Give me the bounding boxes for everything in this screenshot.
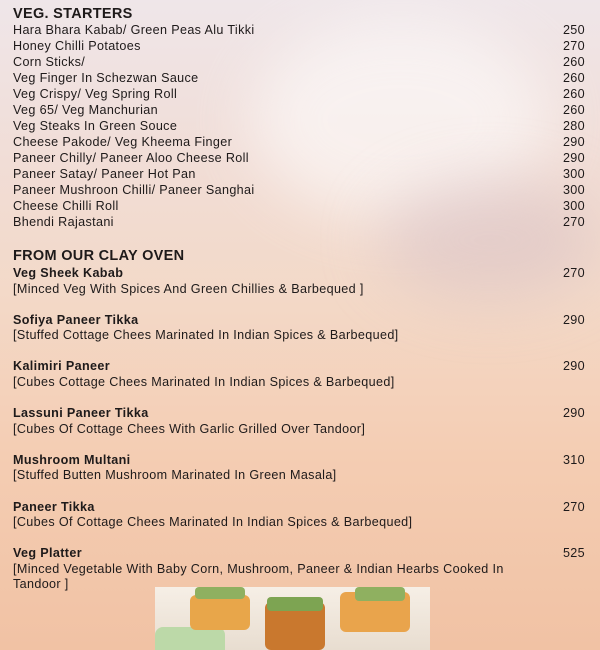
item-price: 270 (562, 499, 585, 514)
item-name: Kalimiri Paneer (13, 359, 110, 374)
chutney-bowl (155, 627, 225, 650)
item-description: [Cubes Of Cottage Chees Marinated In Indian Spices & Barbequed] (13, 515, 413, 529)
menu-item (13, 87, 585, 103)
item-price: 310 (562, 452, 585, 467)
menu-item (13, 151, 585, 167)
menu-item (13, 546, 585, 593)
menu-item (13, 359, 585, 390)
item-name: Veg Sheek Kabab (13, 266, 124, 280)
item-name: Sofiya Paneer Tikka (13, 312, 139, 327)
section-title-veg-starters: VEG. STARTERS (13, 6, 133, 22)
item-name: Cheese Pakode/ Veg Kheema Finger (13, 135, 233, 149)
food-photo (155, 587, 430, 650)
item-name: Veg 65/ Veg Manchurian (13, 103, 158, 117)
menu-item (13, 183, 585, 199)
item-price: 260 (562, 55, 585, 69)
item-name: Paneer Tikka (13, 499, 95, 514)
menu-item (13, 453, 585, 484)
menu-item (13, 23, 585, 39)
item-price: 290 (562, 151, 585, 165)
item-name: Veg Platter (13, 546, 82, 561)
item-description: [Minced Veg With Spices And Green Chillies & Barbequed ] (13, 281, 364, 296)
item-name: Mushroom Multani (13, 452, 131, 467)
item-price: 260 (562, 71, 585, 85)
item-price: 300 (562, 167, 585, 181)
item-name: Veg Steaks In Green Souce (13, 119, 178, 133)
menu-item (13, 199, 585, 215)
item-name: Hara Bhara Kabab/ Green Peas Alu Tikki (13, 23, 255, 37)
item-price: 300 (562, 183, 585, 197)
item-name: Cheese Chilli Roll (13, 199, 119, 213)
item-price: 270 (562, 39, 585, 53)
item-price: 290 (562, 135, 585, 149)
item-name: Veg Crispy/ Veg Spring Roll (13, 87, 178, 101)
item-price: 300 (562, 199, 585, 213)
menu-item (13, 266, 585, 297)
menu-item (13, 313, 585, 344)
menu-item (13, 103, 585, 119)
menu-item (13, 167, 585, 183)
item-price: 260 (562, 103, 585, 117)
menu-item (13, 119, 585, 135)
section-title-clay-oven: FROM OUR CLAY OVEN (13, 248, 185, 264)
tikka-piece (190, 595, 250, 630)
item-price: 290 (562, 406, 585, 421)
item-description: [Minced Vegetable With Baby Corn, Mushroom, Paneer & Indian Hearbs Cooked In Tandoor ] (13, 561, 504, 592)
item-price: 290 (562, 359, 585, 374)
item-name: Honey Chilli Potatoes (13, 39, 141, 53)
item-name: Corn Sticks/ (13, 55, 86, 69)
item-price: 260 (562, 87, 585, 101)
item-description: [Stuffed Cottage Chees Marinated In Indian Spices & Barbequed] (13, 328, 399, 343)
item-name: Bhendi Rajastani (13, 215, 114, 229)
item-name: Paneer Mushroon Chilli/ Paneer Sanghai (13, 183, 255, 197)
item-price: 270 (562, 215, 585, 229)
menu-item (13, 55, 585, 71)
menu-item (13, 406, 585, 437)
item-price: 280 (562, 119, 585, 133)
item-name: Paneer Chilly/ Paneer Aloo Cheese Roll (13, 151, 249, 165)
item-price: 250 (562, 23, 585, 37)
item-price: 270 (562, 266, 585, 280)
pepper-slice (355, 587, 405, 601)
menu-item (13, 71, 585, 87)
menu-item (13, 135, 585, 151)
item-description: [Cubes Cottage Chees Marinated In Indian Spices & Barbequed] (13, 374, 395, 389)
item-name: Veg Finger In Schezwan Sauce (13, 71, 199, 85)
pepper-slice (195, 587, 245, 599)
item-description: [Cubes Of Cottage Chees With Garlic Grilled Over Tandoor] (13, 421, 366, 436)
item-price: 525 (562, 546, 585, 561)
item-description: [Stuffed Butten Mushroom Marinated In Green Masala] (13, 468, 337, 483)
menu-item (13, 500, 585, 531)
item-price: 290 (562, 312, 585, 327)
pepper-slice (267, 597, 323, 611)
item-name: Lassuni Paneer Tikka (13, 406, 149, 421)
item-name: Paneer Satay/ Paneer Hot Pan (13, 167, 196, 181)
menu-item (13, 215, 585, 231)
menu-item (13, 39, 585, 55)
